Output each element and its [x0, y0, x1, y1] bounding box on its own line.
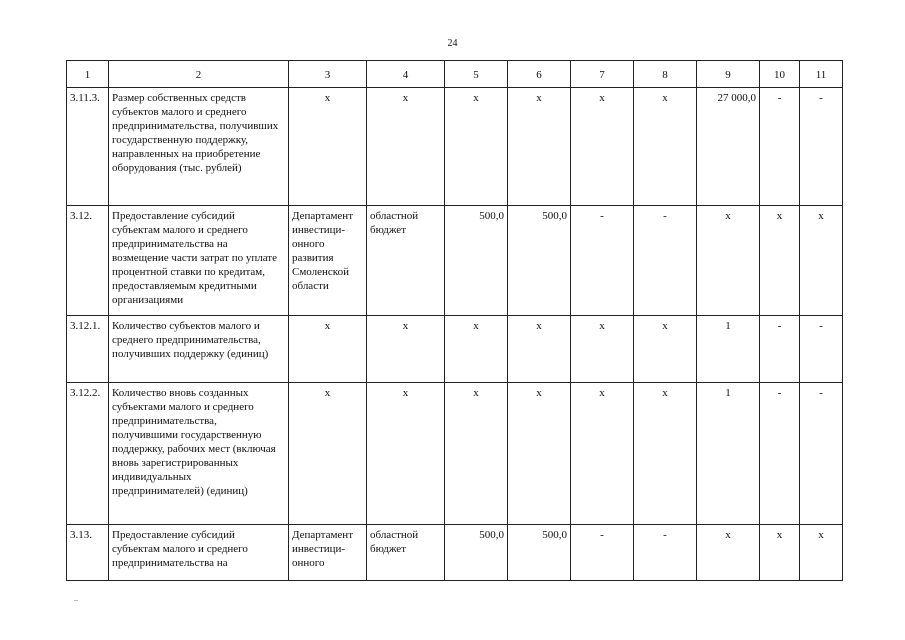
header-cell: 5	[445, 61, 508, 88]
cell-value: 500,0	[508, 206, 571, 316]
cell-source: х	[367, 316, 445, 383]
cell-value: -	[800, 88, 843, 206]
scan-mark	[74, 600, 78, 601]
cell-executor: х	[289, 88, 367, 206]
cell-value: х	[634, 383, 697, 525]
cell-value: 500,0	[445, 206, 508, 316]
header-cell: 2	[109, 61, 289, 88]
cell-executor: х	[289, 383, 367, 525]
header-cell: 4	[367, 61, 445, 88]
row-number: 3.12.2.	[67, 383, 109, 525]
header-cell: 11	[800, 61, 843, 88]
header-cell: 6	[508, 61, 571, 88]
cell-value: х	[508, 383, 571, 525]
table-row	[67, 383, 843, 525]
cell-value: х	[445, 383, 508, 525]
cell-value: -	[760, 383, 800, 525]
row-number: 3.12.1.	[67, 316, 109, 383]
cell-source: областной бюджет	[367, 206, 445, 316]
cell-source: х	[367, 88, 445, 206]
cell-value: х	[634, 316, 697, 383]
cell-value: -	[760, 88, 800, 206]
row-description: Размер собственных средств субъектов малого и среднего предпринимательства, получивших государственную поддержку, направленных на приобретение оборудования (тыс. рублей)	[109, 88, 289, 206]
row-number: 3.13.	[67, 525, 109, 581]
cell-source: х	[367, 383, 445, 525]
cell-value: х	[697, 206, 760, 316]
table-row	[67, 88, 843, 206]
row-description: Предоставление субсидий субъектам малого и среднего предпринимательства на возмещение части затрат по уплате процентной ставки по кредитам, предоставляемым кредитными организациями	[109, 206, 289, 316]
cell-value: х	[634, 88, 697, 206]
cell-value: -	[800, 383, 843, 525]
cell-value: х	[571, 88, 634, 206]
cell-executor: х	[289, 316, 367, 383]
cell-value: -	[634, 206, 697, 316]
table-row	[67, 525, 843, 581]
cell-value: х	[445, 316, 508, 383]
header-row	[67, 61, 843, 88]
cell-value: -	[760, 316, 800, 383]
cell-value: 1	[697, 383, 760, 525]
cell-executor: Департамент инвестици-онного	[289, 525, 367, 581]
table-row	[67, 206, 843, 316]
cell-value: х	[697, 525, 760, 581]
cell-value: х	[508, 88, 571, 206]
cell-value: 500,0	[508, 525, 571, 581]
header-cell: 8	[634, 61, 697, 88]
cell-value: 500,0	[445, 525, 508, 581]
cell-source: областной бюджет	[367, 525, 445, 581]
cell-executor: Департамент инвестици-онного развития Смоленской области	[289, 206, 367, 316]
cell-value: х	[445, 88, 508, 206]
cell-value: 1	[697, 316, 760, 383]
row-number: 3.11.3.	[67, 88, 109, 206]
cell-value: х	[571, 316, 634, 383]
cell-value: х	[800, 525, 843, 581]
header-cell: 10	[760, 61, 800, 88]
cell-value: -	[571, 206, 634, 316]
cell-value: -	[571, 525, 634, 581]
cell-value: х	[800, 206, 843, 316]
row-number: 3.12.	[67, 206, 109, 316]
cell-value: х	[760, 206, 800, 316]
header-cell: 3	[289, 61, 367, 88]
cell-value: -	[800, 316, 843, 383]
header-cell: 9	[697, 61, 760, 88]
cell-value: х	[571, 383, 634, 525]
row-description: Предоставление субсидий субъектам малого и среднего предпринимательства на	[109, 525, 289, 581]
cell-value: -	[634, 525, 697, 581]
page-number: 24	[447, 38, 458, 49]
table-row	[67, 316, 843, 383]
cell-value: 27 000,0	[697, 88, 760, 206]
cell-value: х	[760, 525, 800, 581]
header-cell: 1	[67, 61, 109, 88]
row-description: Количество субъектов малого и среднего предпринимательства, получивших поддержку (единиц)	[109, 316, 289, 383]
row-description: Количество вновь созданных субъектами малого и среднего предпринимательства, получившими государственную поддержку, рабочих мест (включая вновь зарегистрированных индивидуальных предпринимателей) (единиц)	[109, 383, 289, 525]
header-cell: 7	[571, 61, 634, 88]
program-table	[66, 60, 843, 581]
cell-value: х	[508, 316, 571, 383]
